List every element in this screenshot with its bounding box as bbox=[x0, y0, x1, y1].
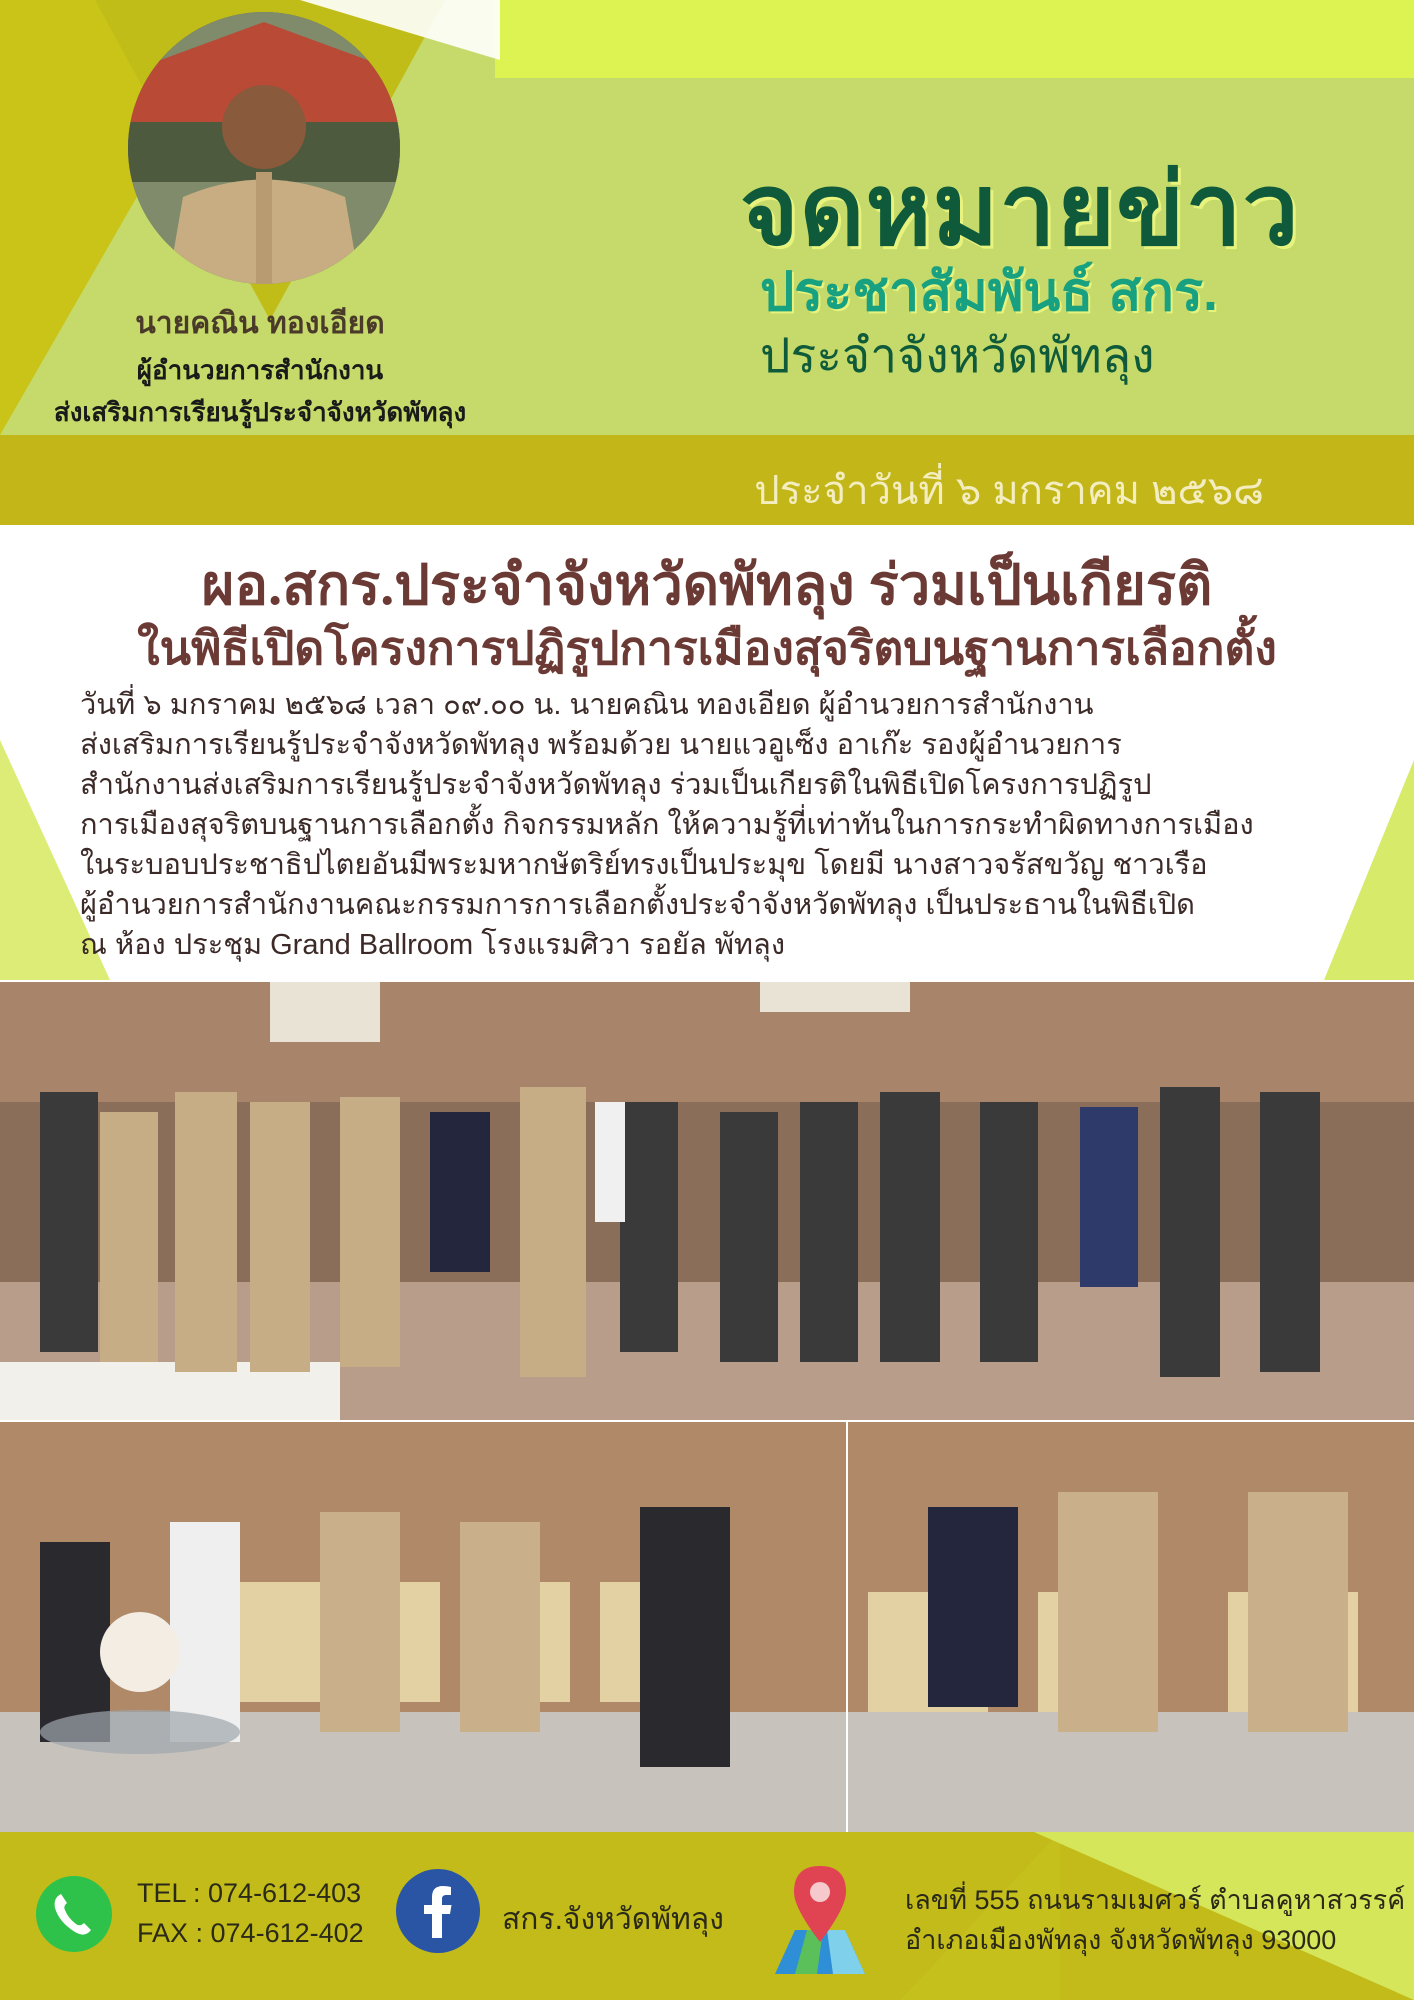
map-pin-icon bbox=[765, 1862, 875, 1981]
article-body: วันที่ ๖ มกราคม ๒๕๖๘ เวลา ๐๙.๐๐ น. นายคณิน ทองเอียด ผู้อำนวยการสำนักงาน ส่งเสริมการเรียนรู้ประจำจังหวัดพัทลุง พร้อมด้วย นายแวอูเซ็ง อาเก๊ะ รองผู้อำนวยการ สำนักงานส่งเสริมการเรียนรู้ประจำจังหวัดพัทลุง ร่วมเป็นเกียรติในพิธีเปิดโครงการปฏิรูป การเมืองสุจริตบนฐานการเลือกตั้ง กิจกรรมหลัก ให้ความรู้ที่เท่าทันในการกระทำผิดทางการเมือง ในระบอบประชาธิปไตยอันมีพระมหากษัตริย์ทรงเป็นประมุข โดยมี นางสาวจรัสขวัญ ชาวเรือ ผู้อำนวยการสำนักงานคณะกรรมการการเลือกตั้งประจำจังหวัดพัทลุง เป็นประธานในพิธีเปิด ณ ห้อง ประชุม Grand Ballroom โรงแรมศิวา รอยัล พัทลุง bbox=[80, 689, 1254, 961]
header-stripe bbox=[495, 0, 1414, 78]
footer-contact-bar bbox=[0, 1832, 1414, 2000]
header-banner bbox=[0, 0, 1414, 435]
group-photo bbox=[0, 982, 1414, 1420]
article-subheadline: ในพิธีเปิดโครงการปฏิรูปการเมืองสุจริตบนฐานการเลือกตั้ง bbox=[137, 623, 1277, 674]
address-line-1: เลขที่ 555 ถนนรามเมศวร์ ตำบลคูหาสวรรค์ bbox=[905, 1885, 1406, 1915]
director-name: นายคณิน ทองเอียด bbox=[135, 307, 385, 340]
phone-icon bbox=[34, 1874, 114, 1958]
telephone-number: TEL : 074-612-403 bbox=[137, 1878, 362, 1908]
facebook-page-name: สกร.จังหวัดพัทลุง bbox=[502, 1903, 724, 1936]
director-office: ส่งเสริมการเรียนรู้ประจำจังหวัดพัทลุง bbox=[53, 397, 467, 427]
director-position: ผู้อำนวยการสำนักงาน bbox=[136, 355, 384, 385]
director-portrait bbox=[128, 12, 400, 284]
seated-guests-photo-left bbox=[0, 1422, 846, 1832]
newsletter-subtitle: ประชาสัมพันธ์ สกร. bbox=[760, 262, 1218, 322]
address-line-2: อำเภอเมืองพัทลุง จังหวัดพัทลุง 93000 bbox=[905, 1925, 1337, 1955]
facebook-icon bbox=[395, 1868, 481, 1958]
fax-number: FAX : 074-612-402 bbox=[137, 1918, 364, 1948]
newsletter-province: ประจำจังหวัดพัทลุง bbox=[760, 330, 1155, 383]
issue-date: ประจำวันที่ ๖ มกราคม ๒๕๖๘ bbox=[754, 469, 1264, 513]
seated-guests-photo-right bbox=[848, 1422, 1414, 1832]
article-headline: ผอ.สกร.ประจำจังหวัดพัทลุง ร่วมเป็นเกียรติ bbox=[201, 555, 1213, 617]
newsletter-title: จดหมายข่าว bbox=[740, 154, 1300, 266]
